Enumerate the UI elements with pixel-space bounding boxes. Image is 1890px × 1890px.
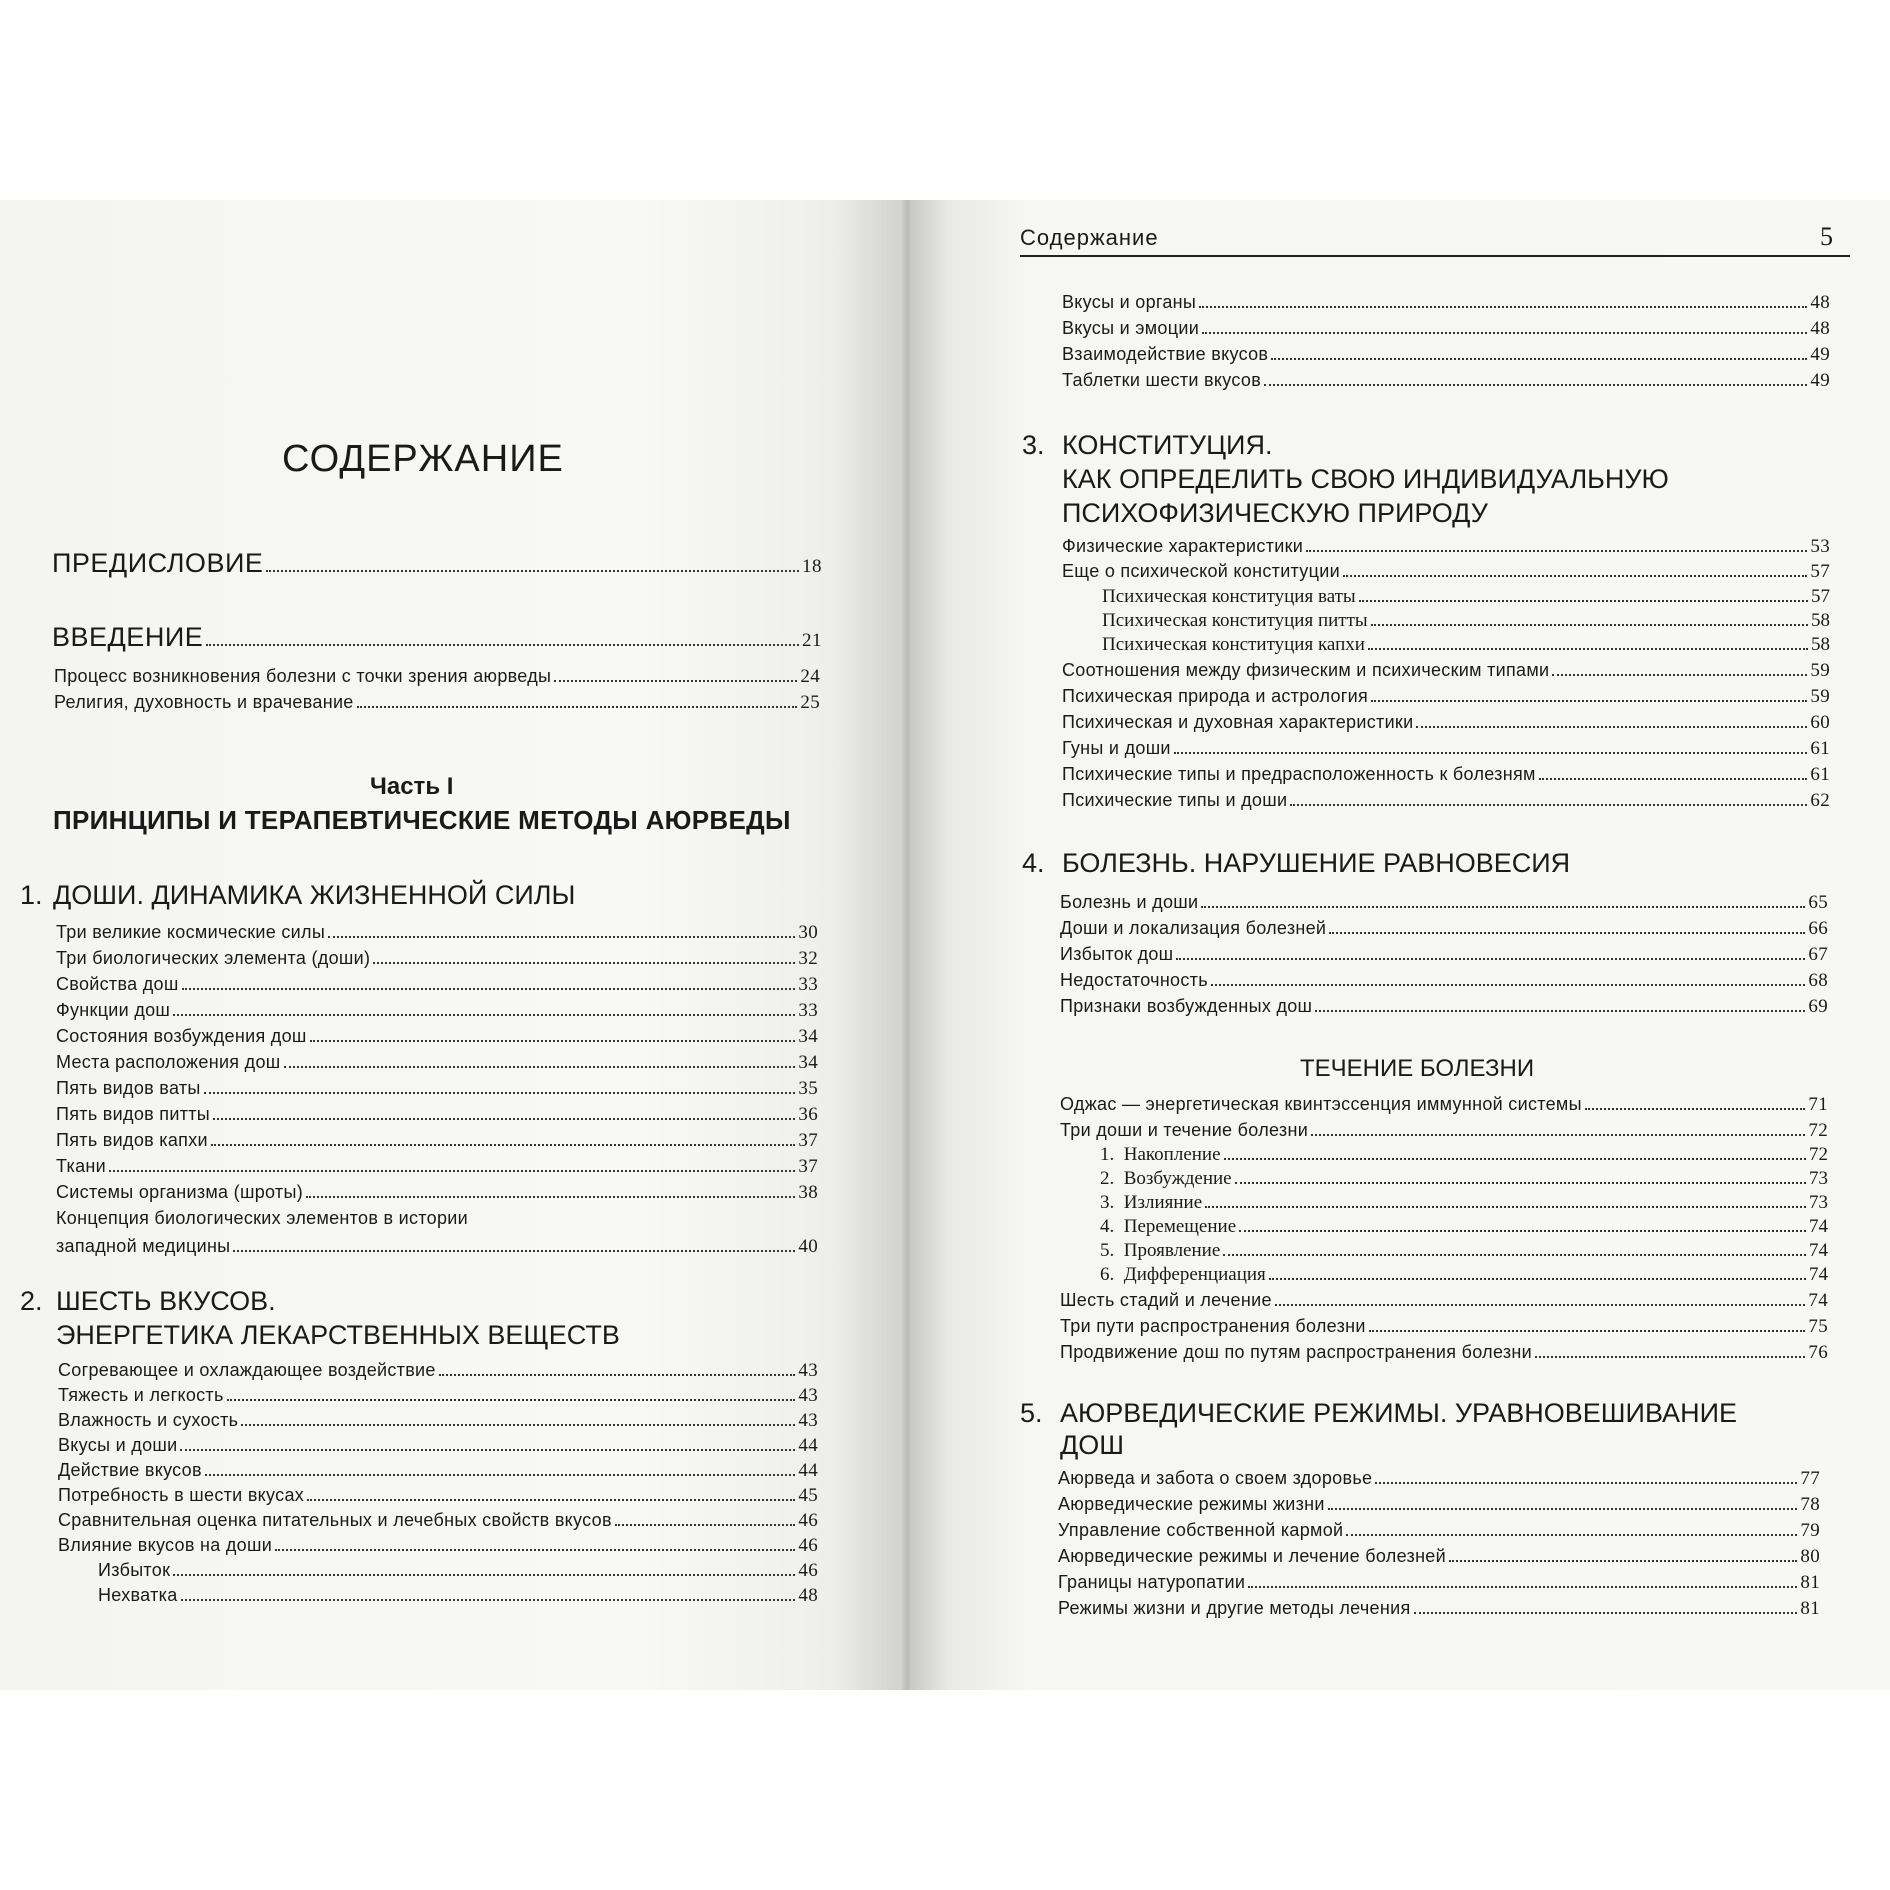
chapter-number: 1. [20, 880, 43, 910]
entry-page: 59 [1810, 660, 1830, 681]
leader-dots [266, 569, 799, 572]
toc-entry[interactable] [58, 1385, 818, 1407]
chapter-title-line1: АЮРВЕДИЧЕСКИЕ РЕЖИМЫ. УРАВНОВЕШИВАНИЕ [1060, 1398, 1737, 1428]
leader-dots [1368, 647, 1808, 650]
entry-title: Аюрведа и забота о своем здоровье [1058, 1468, 1373, 1488]
entry-page: 25 [800, 692, 820, 713]
entry-page: 46 [798, 1560, 818, 1581]
leader-dots [1449, 1559, 1797, 1562]
chapter-title-line2: ДОШ [1060, 1430, 1125, 1460]
entry-title: Психические типы и доши [1062, 790, 1288, 810]
toc-entry[interactable] [1060, 970, 1828, 992]
entry-title: Потребность в шести вкусах [58, 1485, 305, 1505]
entry-title: Избыток [98, 1560, 171, 1580]
entry-page: 81 [1800, 1572, 1820, 1593]
entry-title: Тяжесть и легкость [58, 1385, 224, 1405]
toc-title: СОДЕРЖАНИЕ [282, 438, 564, 480]
toc-entry[interactable] [1062, 344, 1830, 366]
toc-entry[interactable] [1060, 1094, 1828, 1116]
leader-dots [1306, 549, 1807, 552]
toc-entry[interactable] [1062, 712, 1830, 734]
entry-page: 65 [1808, 892, 1828, 913]
entry-page: 57 [1811, 586, 1830, 607]
toc-entry[interactable] [58, 1510, 818, 1532]
right-page [910, 200, 1890, 1690]
toc-entry[interactable] [56, 974, 818, 996]
entry-title: ПРЕДИСЛОВИЕ [52, 548, 264, 578]
book-spread [0, 200, 1890, 1690]
entry-title: Психическая природа и астрология [1062, 686, 1369, 706]
entry-title: Три великие космические силы [56, 922, 326, 942]
entry-page: 73 [1809, 1192, 1828, 1213]
entry-page: 72 [1808, 1120, 1828, 1141]
toc-entry[interactable] [56, 1052, 818, 1074]
entry-title: Религия, духовность и врачевание [54, 692, 354, 712]
entry-page: 59 [1810, 686, 1830, 707]
entry-title: Состояния возбуждения дош [56, 1026, 307, 1046]
entry-title: Свойства дош [56, 974, 179, 994]
leader-dots [1328, 1507, 1798, 1510]
toc-entry-intro[interactable] [52, 622, 822, 653]
toc-entry[interactable] [56, 1236, 818, 1258]
section-subheading: ТЕЧЕНИЕ БОЛЕЗНИ [1300, 1055, 1535, 1082]
entry-title: Еще о психической конституции [1062, 561, 1340, 581]
leader-dots [1315, 1009, 1805, 1012]
leader-dots [1311, 1133, 1805, 1136]
entry-title: Три пути распространения болезни [1060, 1316, 1366, 1336]
entry-page: 21 [802, 630, 822, 651]
entry-title: Вкусы и эмоции [1062, 318, 1200, 338]
chapter-title-line2: ЭНЕРГЕТИКА ЛЕКАРСТВЕННЫХ ВЕЩЕСТВ [56, 1320, 620, 1350]
entry-title: Три биологических элемента (доши) [56, 948, 371, 968]
entry-page: 44 [798, 1460, 818, 1481]
leader-dots [1248, 1585, 1797, 1588]
entry-title: Процесс возникновения болезни с точки зрения аюрведы [54, 666, 552, 686]
toc-subentry[interactable] [1102, 586, 1830, 608]
leader-dots [204, 1091, 796, 1094]
entry-page: 73 [1809, 1168, 1828, 1189]
leader-dots [275, 1548, 795, 1551]
entry-page: 46 [798, 1510, 818, 1531]
leader-dots [1414, 1611, 1798, 1614]
toc-entry[interactable] [56, 922, 818, 944]
entry-title: Границы натуропатии [1058, 1572, 1246, 1592]
entry-title: Управление собственной кармой [1058, 1520, 1344, 1540]
part-title: ПРИНЦИПЫ И ТЕРАПЕВТИЧЕСКИЕ МЕТОДЫ АЮРВЕДЫ [53, 805, 791, 835]
leader-dots [213, 1117, 795, 1120]
entry-page: 60 [1810, 712, 1830, 733]
leader-dots [310, 1039, 796, 1042]
entry-page: 74 [1809, 1264, 1828, 1285]
leader-dots [1223, 1253, 1806, 1256]
entry-title: Места расположения дош [56, 1052, 281, 1072]
leader-dots [1205, 1205, 1806, 1208]
entry-page: 43 [798, 1385, 818, 1406]
entry-page: 61 [1810, 764, 1830, 785]
leader-dots [1239, 1229, 1806, 1232]
entry-page: 80 [1800, 1546, 1820, 1567]
entry-page: 24 [800, 666, 820, 687]
entry-title: Пять видов капхи [56, 1130, 208, 1150]
entry-title: Вкусы и доши [58, 1435, 178, 1455]
toc-entry[interactable] [58, 1535, 818, 1557]
leader-dots [205, 1473, 796, 1476]
leader-dots [615, 1523, 796, 1526]
header-rule [1020, 255, 1850, 257]
entry-page: 38 [798, 1182, 818, 1203]
entry-page: 69 [1808, 996, 1828, 1017]
toc-subentry[interactable] [98, 1560, 818, 1582]
entry-title: Избыток дош [1060, 944, 1174, 964]
entry-title: Взаимодействие вкусов [1062, 344, 1269, 364]
entry-page: 33 [798, 1000, 818, 1021]
entry-page: 35 [798, 1078, 818, 1099]
toc-entry[interactable] [1060, 944, 1828, 966]
toc-entry[interactable] [1060, 996, 1828, 1018]
leader-dots [241, 1423, 795, 1426]
leader-dots [306, 1195, 795, 1198]
entry-title: Пять видов ваты [56, 1078, 201, 1098]
chapter-number: 4. [1022, 848, 1045, 878]
leader-dots [1271, 357, 1807, 360]
entry-title: Продвижение дош по путям распространения болезни [1060, 1342, 1533, 1362]
toc-entry[interactable] [1060, 1316, 1828, 1338]
toc-entry-foreword[interactable] [52, 548, 822, 579]
chapter-number: 2. [20, 1286, 43, 1316]
toc-entry[interactable] [1060, 1290, 1828, 1312]
entry-page: 48 [1810, 318, 1830, 339]
entry-page: 32 [798, 948, 818, 969]
toc-entry[interactable] [58, 1485, 818, 1507]
entry-page: 34 [798, 1026, 818, 1047]
entry-page: 36 [798, 1104, 818, 1125]
leader-dots [1174, 751, 1808, 754]
entry-title: 5. Проявление [1100, 1240, 1221, 1261]
chapter-title: БОЛЕЗНЬ. НАРУШЕНИЕ РАВНОВЕСИЯ [1062, 848, 1571, 878]
toc-subentry[interactable] [1100, 1144, 1828, 1166]
entry-title: Нехватка [98, 1585, 178, 1605]
entry-page: 49 [1810, 344, 1830, 365]
toc-entry[interactable] [56, 1130, 818, 1152]
leader-dots [233, 1249, 795, 1252]
toc-entry[interactable] [1060, 892, 1828, 914]
toc-subentry[interactable] [1100, 1264, 1828, 1286]
toc-entry[interactable] [1058, 1572, 1820, 1594]
toc-subentry[interactable] [98, 1585, 818, 1607]
entry-title: Таблетки шести вкусов [1062, 370, 1262, 390]
part-label: Часть I [370, 773, 454, 800]
entry-title: Ткани [56, 1156, 106, 1176]
entry-title: Соотношения между физическим и психическим типами [1062, 660, 1550, 680]
entry-page: 58 [1811, 634, 1830, 655]
toc-entry[interactable] [1062, 318, 1830, 340]
entry-page: 79 [1800, 1520, 1820, 1541]
entry-page: 45 [798, 1485, 818, 1506]
leader-dots [1375, 1481, 1797, 1484]
leader-dots [1264, 383, 1807, 386]
toc-entry[interactable] [58, 1410, 818, 1432]
leader-dots [1176, 957, 1805, 960]
leader-dots [180, 1448, 795, 1451]
toc-entry[interactable] [54, 692, 820, 714]
toc-entry[interactable] [1058, 1494, 1820, 1516]
entry-title: Гуны и доши [1062, 738, 1171, 758]
entry-page: 33 [798, 974, 818, 995]
entry-page: 53 [1810, 536, 1830, 557]
entry-page: 61 [1810, 738, 1830, 759]
entry-title: Функции дош [56, 1000, 171, 1020]
leader-dots [284, 1065, 796, 1068]
entry-title: Пять видов питты [56, 1104, 211, 1124]
entry-page: 71 [1808, 1094, 1828, 1115]
leader-dots [109, 1169, 795, 1172]
entry-page: 18 [802, 556, 822, 577]
leader-dots [1235, 1181, 1806, 1184]
leader-dots [211, 1143, 796, 1146]
leader-dots [1416, 725, 1807, 728]
leader-dots [439, 1373, 796, 1376]
chapter-title-line3: ПСИХОФИЗИЧЕСКУЮ ПРИРОДУ [1062, 498, 1488, 528]
toc-entry[interactable] [1062, 686, 1830, 708]
toc-entry[interactable] [56, 1104, 818, 1126]
entry-page: 34 [798, 1052, 818, 1073]
leader-dots [1371, 699, 1807, 702]
entry-page: 49 [1810, 370, 1830, 391]
entry-title: Психическая конституция капхи [1102, 634, 1365, 655]
toc-entry[interactable] [1058, 1598, 1820, 1620]
chapter-number: 3. [1022, 430, 1045, 460]
toc-entry[interactable] [56, 1182, 818, 1204]
leader-dots [1552, 673, 1807, 676]
entry-title: Действие вкусов [58, 1460, 202, 1480]
leader-dots [1269, 1277, 1806, 1280]
entry-title: Психическая конституция питты [1102, 610, 1368, 631]
toc-entry[interactable] [1062, 660, 1830, 682]
entry-page: 66 [1808, 918, 1828, 939]
entry-page: 40 [798, 1236, 818, 1257]
toc-entry[interactable] [1062, 790, 1830, 812]
leader-dots [181, 1598, 796, 1601]
toc-entry[interactable] [54, 666, 820, 688]
entry-page: 74 [1809, 1216, 1828, 1237]
leader-dots [373, 961, 795, 964]
entry-page: 46 [798, 1535, 818, 1556]
leader-dots [1539, 777, 1808, 780]
leader-dots [1371, 623, 1808, 626]
entry-page: 58 [1811, 610, 1830, 631]
toc-entry-line1[interactable]: Концепция биологических элементов в истории [56, 1208, 468, 1228]
toc-entry[interactable] [1060, 1120, 1828, 1142]
chapter-title-line2: КАК ОПРЕДЕЛИТЬ СВОЮ ИНДИВИДУАЛЬНУЮ [1062, 464, 1669, 494]
entry-title: западной медицины [56, 1236, 231, 1256]
toc-entry[interactable] [1062, 370, 1830, 392]
entry-title: Согревающее и охлаждающее воздействие [58, 1360, 436, 1380]
leader-dots [1202, 331, 1807, 334]
entry-title: 6. Дифференциация [1100, 1264, 1266, 1285]
toc-entry[interactable] [58, 1360, 818, 1382]
entry-title: Шесть стадий и лечение [1060, 1290, 1272, 1310]
leader-dots [227, 1398, 796, 1401]
entry-page: 48 [1810, 292, 1830, 313]
toc-entry[interactable] [1062, 764, 1830, 786]
toc-entry[interactable] [1058, 1468, 1820, 1490]
toc-entry[interactable] [1058, 1520, 1820, 1542]
entry-title: Физические характеристики [1062, 536, 1304, 556]
leader-dots [1224, 1157, 1806, 1160]
entry-title: Три доши и течение болезни [1060, 1120, 1309, 1140]
entry-title: Влажность и сухость [58, 1410, 239, 1430]
entry-title: Влияние вкусов на доши [58, 1535, 273, 1555]
toc-subentry[interactable] [1102, 610, 1830, 632]
entry-page: 30 [798, 922, 818, 943]
entry-title: Психическая конституция ваты [1102, 586, 1356, 607]
entry-title: Психические типы и предрасположенность к болезням [1062, 764, 1536, 784]
leader-dots [1199, 305, 1807, 308]
entry-page: 72 [1809, 1144, 1828, 1165]
entry-title: Режимы жизни и другие методы лечения [1058, 1598, 1411, 1618]
leader-dots [1359, 599, 1808, 602]
entry-page: 43 [798, 1360, 818, 1381]
chapter-title: ДОШИ. ДИНАМИКА ЖИЗНЕННОЙ СИЛЫ [53, 880, 576, 910]
leader-dots [1369, 1329, 1806, 1332]
toc-subentry[interactable] [1100, 1168, 1828, 1190]
entry-title: 1. Накопление [1100, 1144, 1221, 1165]
entry-page: 68 [1808, 970, 1828, 991]
entry-title: Оджас — энергетическая квинтэссенция иммунной системы [1060, 1094, 1582, 1114]
entry-title: 4. Перемещение [1100, 1216, 1237, 1237]
entry-page: 78 [1800, 1494, 1820, 1515]
entry-title: Системы организма (шроты) [56, 1182, 303, 1202]
entry-title: Аюрведические режимы жизни [1058, 1494, 1325, 1514]
entry-title: Аюрведические режимы и лечение болезней [1058, 1546, 1446, 1566]
leader-dots [1201, 905, 1805, 908]
entry-page: 67 [1808, 944, 1828, 965]
entry-page: 48 [798, 1585, 818, 1606]
toc-entry[interactable] [1062, 738, 1830, 760]
toc-subentry[interactable] [1100, 1240, 1828, 1262]
entry-title: Признаки возбужденных дош [1060, 996, 1313, 1016]
page-number: 5 [1820, 222, 1833, 251]
entry-page: 44 [798, 1435, 818, 1456]
entry-title: Сравнительная оценка питательных и лечебных свойств вкусов [58, 1510, 612, 1530]
leader-dots [173, 1013, 795, 1016]
leader-dots [357, 705, 798, 708]
leader-dots [1585, 1107, 1806, 1110]
toc-entry[interactable] [58, 1460, 818, 1482]
entry-page: 74 [1808, 1290, 1828, 1311]
entry-page: 74 [1809, 1240, 1828, 1261]
entry-page: 37 [798, 1156, 818, 1177]
entry-title: Болезнь и доши [1060, 892, 1199, 912]
leader-dots [328, 935, 795, 938]
toc-entry[interactable] [58, 1435, 818, 1457]
toc-subentry[interactable] [1100, 1216, 1828, 1238]
toc-subentry[interactable] [1100, 1192, 1828, 1214]
toc-entry[interactable] [56, 1000, 818, 1022]
toc-entry[interactable] [56, 1078, 818, 1100]
toc-entry[interactable] [56, 1156, 818, 1178]
toc-entry[interactable] [1062, 561, 1830, 583]
entry-page: 43 [798, 1410, 818, 1431]
toc-entry[interactable] [1058, 1546, 1820, 1568]
toc-entry[interactable] [1060, 1342, 1828, 1364]
leader-dots [1329, 931, 1805, 934]
chapter-title-line1: КОНСТИТУЦИЯ. [1062, 430, 1273, 460]
leader-dots [554, 679, 797, 682]
left-page [0, 200, 905, 1690]
leader-dots [206, 643, 799, 646]
entry-title: 2. Возбуждение [1100, 1168, 1232, 1189]
leader-dots [1211, 983, 1805, 986]
leader-dots [1535, 1355, 1805, 1358]
running-header: Содержание [1020, 225, 1159, 250]
entry-page: 76 [1808, 1342, 1828, 1363]
leader-dots [307, 1498, 795, 1501]
entry-title: Психическая и духовная характеристики [1062, 712, 1414, 732]
entry-title: Доши и локализация болезней [1060, 918, 1327, 938]
toc-subentry[interactable] [1102, 634, 1830, 656]
toc-entry[interactable] [56, 1026, 818, 1048]
toc-entry[interactable] [56, 948, 818, 970]
entry-page: 57 [1810, 561, 1830, 582]
toc-entry[interactable] [1062, 292, 1830, 314]
chapter-title-line1: ШЕСТЬ ВКУСОВ. [56, 1286, 276, 1316]
leader-dots [1275, 1303, 1806, 1306]
leader-dots [1290, 803, 1807, 806]
entry-page: 37 [798, 1130, 818, 1151]
entry-title: ВВЕДЕНИЕ [52, 622, 204, 652]
entry-page: 77 [1800, 1468, 1820, 1489]
leader-dots [182, 987, 796, 990]
entry-page: 75 [1808, 1316, 1828, 1337]
toc-entry[interactable] [1062, 536, 1830, 558]
leader-dots [1343, 574, 1807, 577]
entry-title: 3. Излияние [1100, 1192, 1203, 1213]
leader-dots [173, 1573, 795, 1576]
toc-entry[interactable] [1060, 918, 1828, 940]
chapter-number: 5. [1020, 1398, 1043, 1428]
entry-page: 81 [1800, 1598, 1820, 1619]
entry-title: Вкусы и органы [1062, 292, 1197, 312]
entry-title: Недостаточность [1060, 970, 1208, 990]
entry-page: 62 [1810, 790, 1830, 811]
leader-dots [1346, 1533, 1797, 1536]
